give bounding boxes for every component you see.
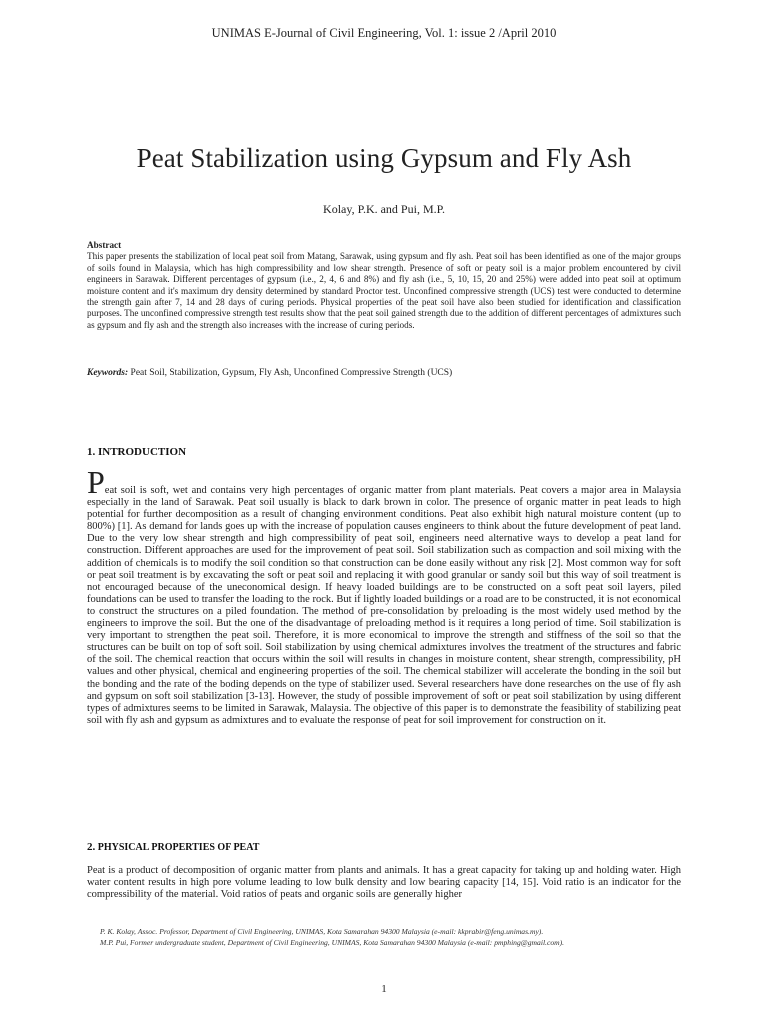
author-line: Kolay, P.K. and Pui, M.P. [323, 202, 445, 216]
physical-properties-body: Peat is a product of decomposition of organic matter from plants and animals. It has a great capacity for taking up and holding water. High water content results in high pore volume leading to low bulk density and low bearing capacity [14, 15]. Void ratio is an indicator for the compressibility of the material. Void ratios of peats and organic soils are generally higher [87, 865, 681, 901]
drop-cap-letter: P [87, 464, 105, 500]
journal-header: UNIMAS E-Journal of Civil Engineering, Vol. 1: issue 2 /April 2010 [211, 26, 557, 40]
section-title: PHYSICAL PROPERTIES OF PEAT [97, 842, 260, 853]
abstract-heading: Abstract [87, 240, 122, 250]
section-heading-physical-properties [87, 841, 259, 853]
section-number: 2. [87, 841, 96, 853]
introduction-body [87, 464, 681, 727]
page-number: 1 [381, 983, 387, 995]
section-heading-introduction: 1. INTRODUCTION [87, 446, 187, 458]
introduction-text: eat soil is soft, wet and contains very high percentages of organic matter from plant materials. Peat covers a major area in Malaysia especially in the land of Sarawak. Peat soil usually is black to dark brown in color. The presence of organic matter in peat leads to high potential for further decomposition as a result of changing environment conditions. Peat also exhibit high natural moisture content (up to 800%) [1]. As demand for lands goes up with the increase of population causes engineers to think about the future development of peat land. Due to the very low shear strength and high compressibility of peat soil, engineers need alternative ways to develop a peat land for construction. Different approaches are used for the improvement of peat soil. Soil stabilization such as compaction and soil mixing with the addition of chemicals is to modify the soil condition so that construction can be done easily without any risk [2]. Most common way for soft or peat soil treatment is by excavating the soft or peat soil and replacing it with good granular or sandy soil but this way of soil treatment is not encouraged because of the uneconomical design. If heavy loaded buildings are to be constructed on a soft peat soil layers, piled foundations can be used to transfer the loading to the rock. But if lightly loaded buildings or a road are to be constructed, it is not economical to construct the structures on a piled foundation. The method of pre-consolidation by preloading is the most widely used method by the engineers to improve the soil. But the one of the disadvantage of preloading method is it requires a long period of time. Soil stabilization is very important to strengthen the peat soil. Therefore, it is more economical to improve the strength and stiffness of the soil so that the structures can be built on top of soft soil. Soil stabilization by using chemical admixtures involves the treatment of the structures and fabric of the soil. The chemical reaction that occurs within the soil will results in changes in moisture content, shear strength, compressibility, pH values and other physical, chemical and engineering properties of the soil. The chemical stabilizer will accelerate the bonding in the soil but the bonding and the rate of the boding depends on the type of stabilizer used. Several researchers have done researches on the use of fly ash and gypsum on soft soil stabilization [3-13]. However, the study of possible improvement of soft or peat soil stabilization by using different types of admixtures seems to be limited in Sarawak, Malaysia. The objective of this paper is to demonstrate the feasibility of stabilizing peat soil with fly ash and gypsum as admixtures and to evaluate the response of peat for soil improvement for construction on it. [87, 485, 681, 726]
keywords-text: Peat Soil, Stabilization, Gypsum, Fly Ash, Unconfined Compressive Strength (UCS) [128, 368, 453, 378]
keywords-line [87, 368, 681, 378]
abstract-block [87, 240, 681, 331]
abstract-text: This paper presents the stabilization of local peat soil from Matang, Sarawak, using gypsum and fly ash. Peat soil has been identified as one of the major groups of soils found in Malaysia, which has high compressibility and low shear strength. Presence of soft or peaty soil is a major problem encountered by civil engineers in Sarawak. Different percentages of gypsum (i.e., 2, 4, 6 and 8%) and fly ash (i.e., 5, 10, 15, 20 and 25%) were added into peat soil at optimum moisture content and it's maximum dry density determined by standard Proctor test. Unconfined compressive strength (UCS) test were conducted to determine the strength gain after 7, 14 and 28 days of curing periods. Physical properties of the peat soil have also been studied for identification and classification purposes. The unconfined compressive strength test results show that the peat soil gained strength due to the addition of different percentages of admixtures such as gypsum and fly ash and the strength also increases with the increase of curing periods. [87, 251, 681, 330]
paper-title: Peat Stabilization using Gypsum and Fly Ash [136, 143, 632, 173]
author-footnotes [100, 927, 681, 948]
footnote-kolay: P. K. Kolay, Assoc. Professor, Department of Civil Engineering, UNIMAS, Kota Samarahan 94300 Malaysia (e-mail: kkprabir@feng.unimas.my). [100, 927, 544, 936]
footnote-pui: M.P. Pui, Former undergraduate student, Department of Civil Engineering, UNIMAS, Kota Samarahan 94300 Malaysia (e-mail: pmphing@gmail.com). [100, 937, 565, 947]
keywords-label: Keywords: [87, 368, 129, 378]
